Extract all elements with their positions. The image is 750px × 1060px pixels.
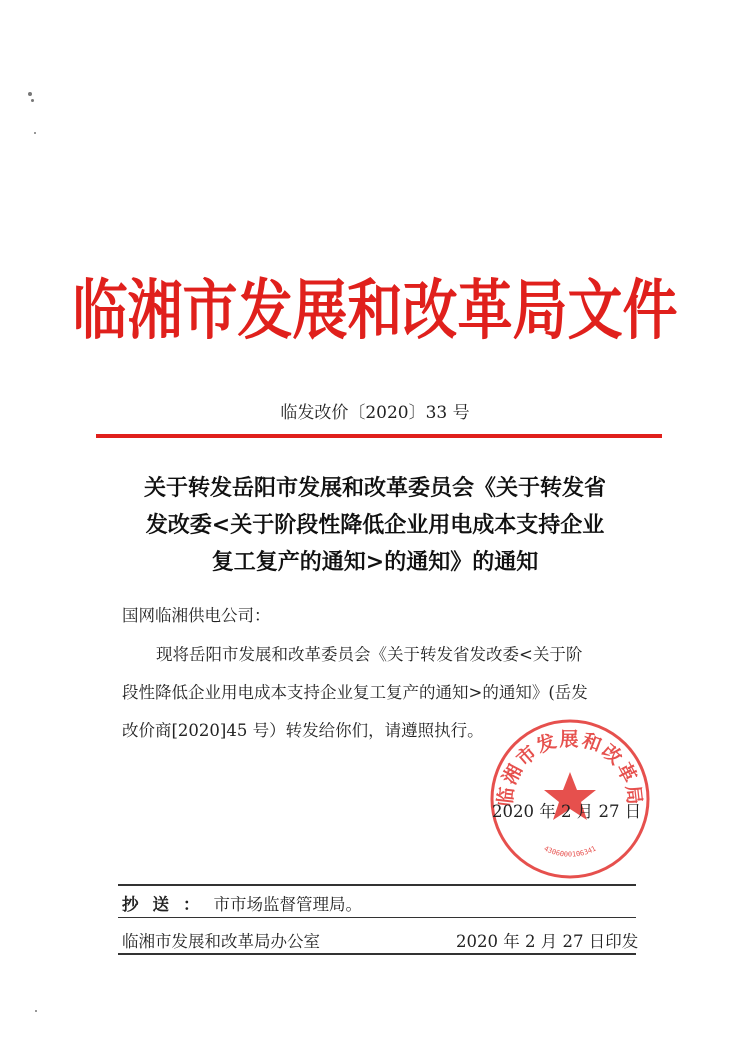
document-number: 临发改价〔2020〕33 号 — [280, 403, 470, 423]
addressee: 国网临湘供电公司： — [122, 606, 271, 625]
scan-speck — [31, 99, 34, 102]
scan-speck — [34, 132, 36, 134]
scan-speck — [28, 92, 32, 96]
footer-rule-top — [118, 884, 636, 886]
title-line-1: 关于转发岳阳市发展和改革委员会《关于转发省 — [143, 475, 606, 501]
carbon-copy — [122, 891, 362, 915]
body-line-3: 改价商[2020]45 号）转发给你们，请遵照执行。 — [122, 721, 484, 740]
scan-speck — [35, 1010, 37, 1012]
svg-text:4306000106341 — [543, 845, 598, 859]
cc-value: 市市场监督管理局。 — [213, 895, 362, 914]
body-line-1: 现将岳阳市发展和改革委员会《关于转发省发改委<关于阶 — [156, 645, 583, 664]
seal-text: 临湘市发展和改革局 — [494, 728, 646, 808]
footer-rule-bottom — [118, 953, 636, 955]
document-title — [110, 470, 640, 581]
title-line-2: 发改委<关于阶段性降低企业用电成本支持企业 — [145, 512, 605, 538]
issuing-office: 临湘市发展和改革局办公室 — [122, 932, 320, 951]
document-date: 2020 年 2 月 27 日 — [492, 802, 642, 821]
document-header-title: 临湘市发展和改革局文件 — [72, 270, 678, 348]
issue-date: 2020 年 2 月 27 日印发 — [456, 932, 639, 951]
footer-rule-middle — [118, 917, 636, 918]
title-line-3: 复工复产的通知>的通知》的通知 — [211, 549, 539, 575]
body-line-2: 段性降低企业用电成本支持企业复工复产的通知>的通知》(岳发 — [122, 683, 588, 702]
cc-label: 抄送： — [122, 895, 214, 914]
red-separator-line — [96, 434, 662, 438]
seal-code: 4306000106341 — [542, 844, 598, 859]
